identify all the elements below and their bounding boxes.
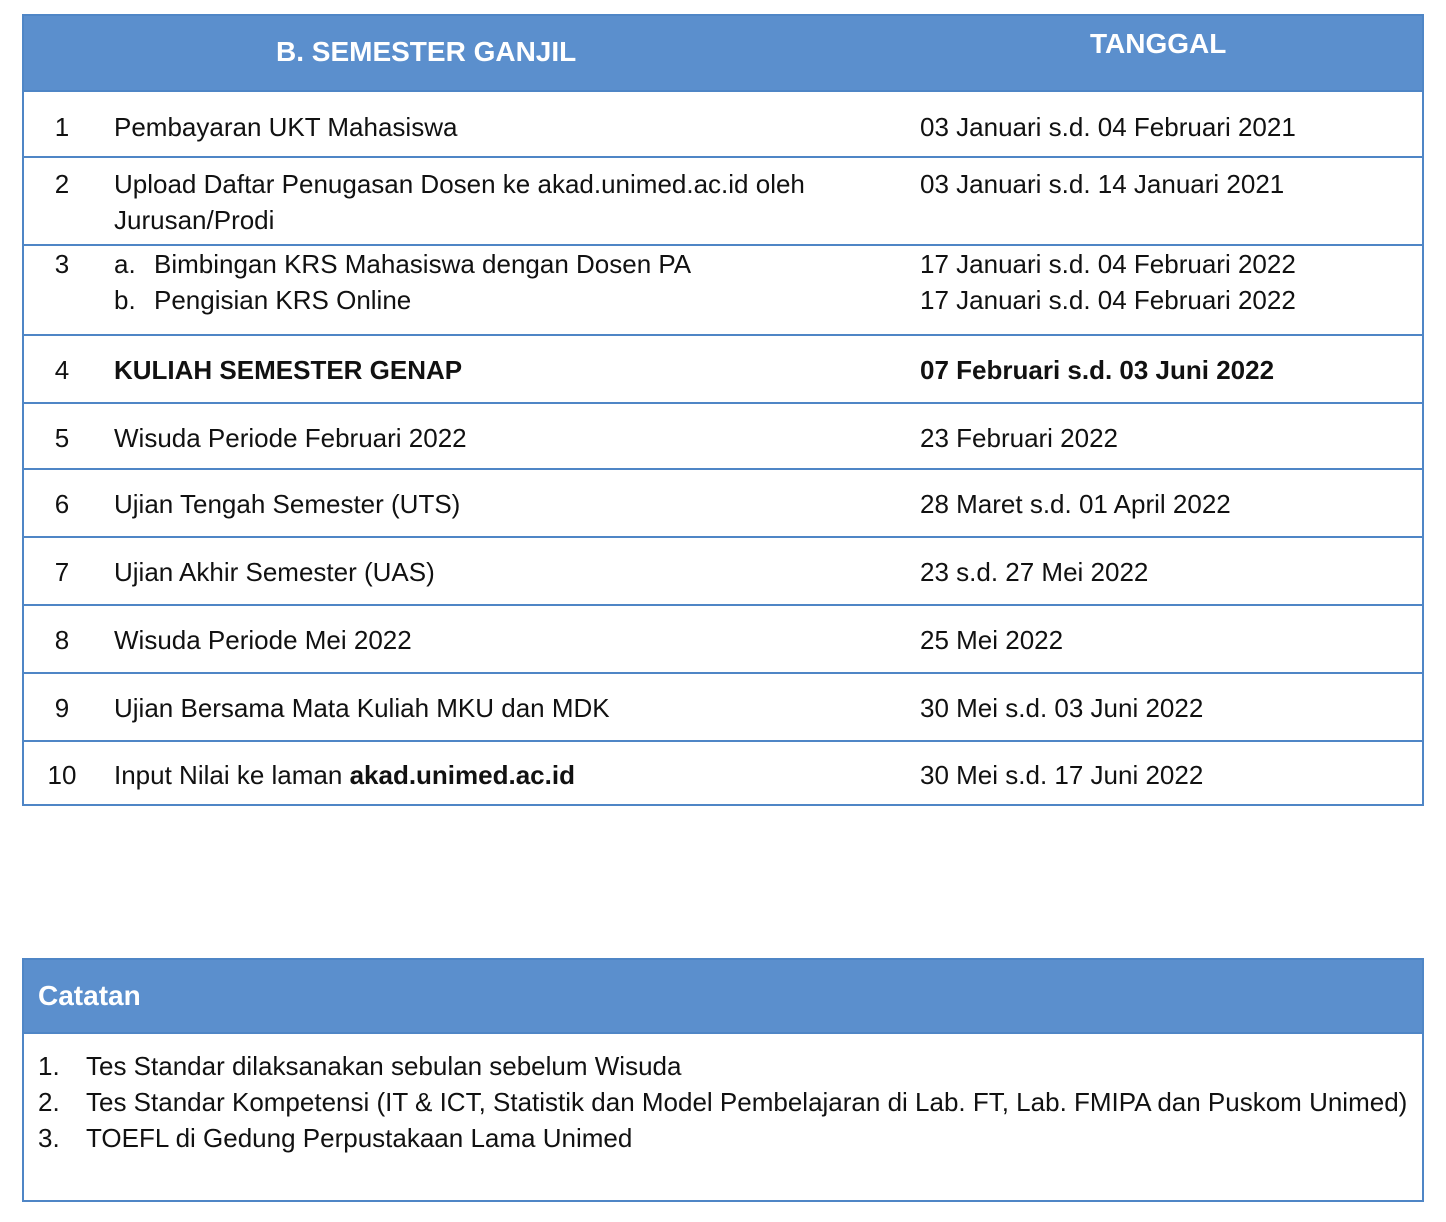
item-text: Tes Standar dilaksanakan sebulan sebelum Wisuda [86,1051,682,1081]
table-header [24,16,1422,90]
row-activity: Ujian Tengah Semester (UTS) [114,489,461,519]
item-number: 1. [38,1051,60,1081]
row-activity: Pembayaran UKT Mahasiswa [114,112,458,142]
item-text: Tes Standar Kompetensi (IT & ICT, Statistik dan Model Pembelajaran di Lab. FT, Lab. FMIPA dan Puskom Unimed) [86,1087,1408,1117]
row-activity: KULIAH SEMESTER GENAP [114,355,463,385]
row-number: 8 [54,625,70,655]
table-row [24,402,1422,468]
row-activity: Ujian Bersama Mata Kuliah MKU dan MDK [114,693,610,723]
sub-label: a. [114,249,136,279]
row-activity: Wisuda Periode Mei 2022 [114,625,412,655]
row-number: 3 [54,249,70,279]
header-date: TANGGAL [1090,28,1227,59]
sub-activity: Pengisian KRS Online [154,285,412,315]
row-date: 03 Januari s.d. 14 Januari 2021 [920,169,1285,199]
row-date: 25 Mei 2022 [920,625,1064,655]
row-activity-list [114,246,874,318]
list-item [24,1120,1422,1156]
row-date: 07 Februari s.d. 03 Juni 2022 [920,355,1275,385]
notes-box [22,958,1424,1202]
row-number: 7 [54,557,70,587]
sub-label: b. [114,285,136,315]
row-activity [114,757,874,793]
list-item [24,1084,1422,1120]
sub-date: 17 Januari s.d. 04 Februari 2022 [920,249,1296,279]
row-date: 23 Februari 2022 [920,423,1119,453]
item-number: 2. [38,1087,60,1117]
sub-item-b [114,282,874,318]
table-row [24,244,1422,334]
row-number: 6 [54,489,70,519]
table-row [24,90,1422,156]
notes-header [24,960,1422,1034]
table-row [24,604,1422,672]
activity-text: Input Nilai ke laman [114,760,350,790]
row-number: 9 [54,693,70,723]
row-number: 4 [54,355,70,385]
row-activity: Wisuda Periode Februari 2022 [114,423,467,453]
row-date: 23 s.d. 27 Mei 2022 [920,557,1149,587]
activity-url: akad.unimed.ac.id [349,760,575,790]
table-row [24,468,1422,536]
list-item [24,1048,1422,1084]
row-activity: Ujian Akhir Semester (UAS) [114,557,435,587]
table-row [24,156,1422,244]
row-date: 03 Januari s.d. 04 Februari 2021 [920,112,1296,142]
row-date: 30 Mei s.d. 03 Juni 2022 [920,693,1204,723]
item-text: TOEFL di Gedung Perpustakaan Lama Unimed [86,1123,633,1153]
schedule-table [22,14,1424,806]
row-number: 10 [47,760,77,790]
table-row [24,740,1422,804]
table-row [24,672,1422,740]
header-activity: B. SEMESTER GANJIL [276,36,577,67]
item-number: 3. [38,1123,60,1153]
row-number: 1 [54,112,70,142]
table-row [24,334,1422,402]
row-activity: Upload Daftar Penugasan Dosen ke akad.unimed.ac.id oleh Jurusan/Prodi [114,169,805,235]
sub-item-a [114,246,874,282]
row-number: 2 [54,169,70,199]
row-date-list [920,246,1420,318]
row-date: 28 Maret s.d. 01 April 2022 [920,489,1231,519]
row-date: 30 Mei s.d. 17 Juni 2022 [920,760,1204,790]
table-row [24,536,1422,604]
sub-activity: Bimbingan KRS Mahasiswa dengan Dosen PA [154,249,692,279]
sub-date: 17 Januari s.d. 04 Februari 2022 [920,285,1296,315]
notes-title: Catatan [38,980,141,1011]
row-number: 5 [54,423,70,453]
notes-list [24,1048,1422,1156]
